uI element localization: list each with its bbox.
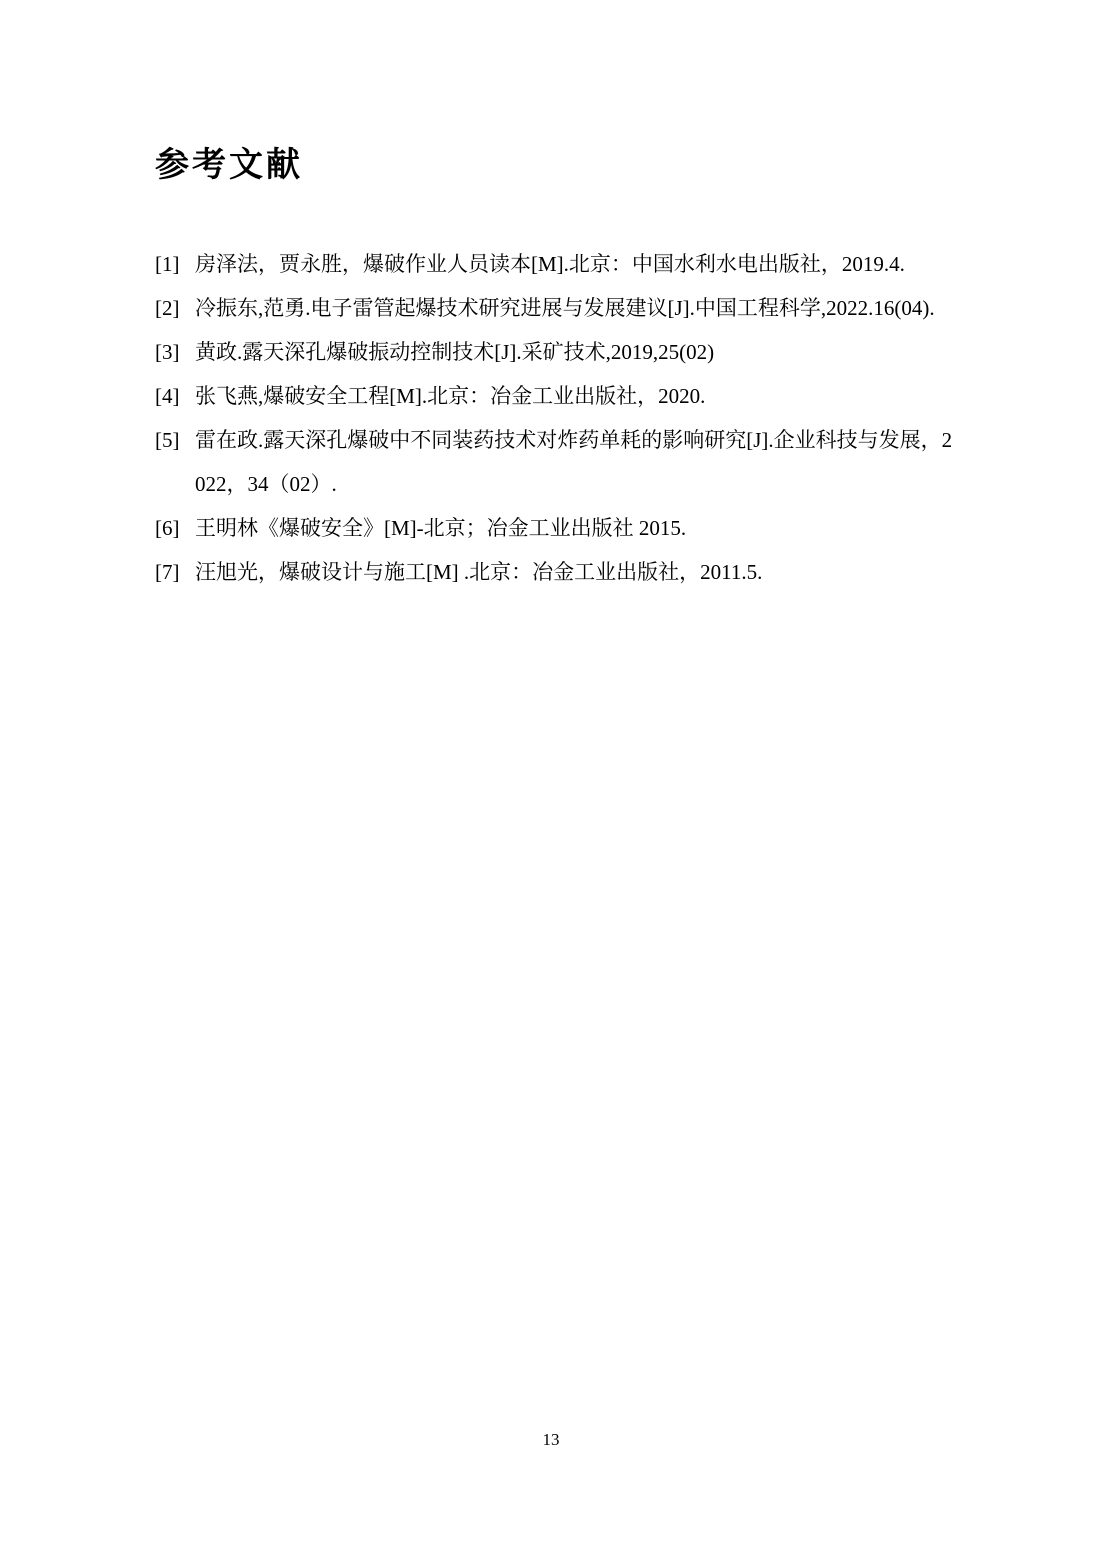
reference-label: [1]: [155, 251, 180, 276]
reference-item-3: [155, 330, 965, 374]
reference-text: 冷振东,范勇.电子雷管起爆技术研究进展与发展建议[J].中国工程科学,2022.16(04).: [195, 295, 935, 320]
reference-text: 雷在政.露天深孔爆破中不同装药技术对炸药单耗的影响研究[J].企业科技与发展，2022，34（02）.: [195, 427, 953, 496]
reference-item-2: [155, 286, 965, 330]
reference-list: [155, 242, 965, 594]
reference-label: [6]: [155, 515, 180, 540]
reference-text: 张飞燕,爆破安全工程[M].北京：冶金工业出版社，2020.: [195, 383, 706, 408]
section-title: 参考文献: [155, 146, 303, 184]
reference-label: [3]: [155, 339, 180, 364]
reference-item-4: [155, 374, 965, 418]
reference-text: 黄政.露天深孔爆破振动控制技术[J].采矿技术,2019,25(02): [195, 339, 715, 364]
reference-label: [2]: [155, 295, 180, 320]
reference-text: 房泽法，贾永胜，爆破作业人员读本[M].北京：中国水利水电出版社，2019.4.: [195, 251, 905, 276]
reference-item-1: [155, 242, 965, 286]
reference-label: [5]: [155, 427, 180, 452]
references-section: [155, 145, 965, 594]
reference-text: 汪旭光，爆破设计与施工[M] .北京：冶金工业出版社，2011.5.: [195, 559, 763, 584]
reference-label: [4]: [155, 383, 180, 408]
page-number: 13: [542, 1430, 560, 1449]
reference-label: [7]: [155, 559, 180, 584]
reference-item-5: [155, 418, 965, 506]
reference-text: 王明林《爆破安全》[M]-北京；冶金工业出版社 2015.: [195, 515, 687, 540]
reference-item-6: [155, 506, 965, 550]
reference-item-7: [155, 550, 965, 594]
